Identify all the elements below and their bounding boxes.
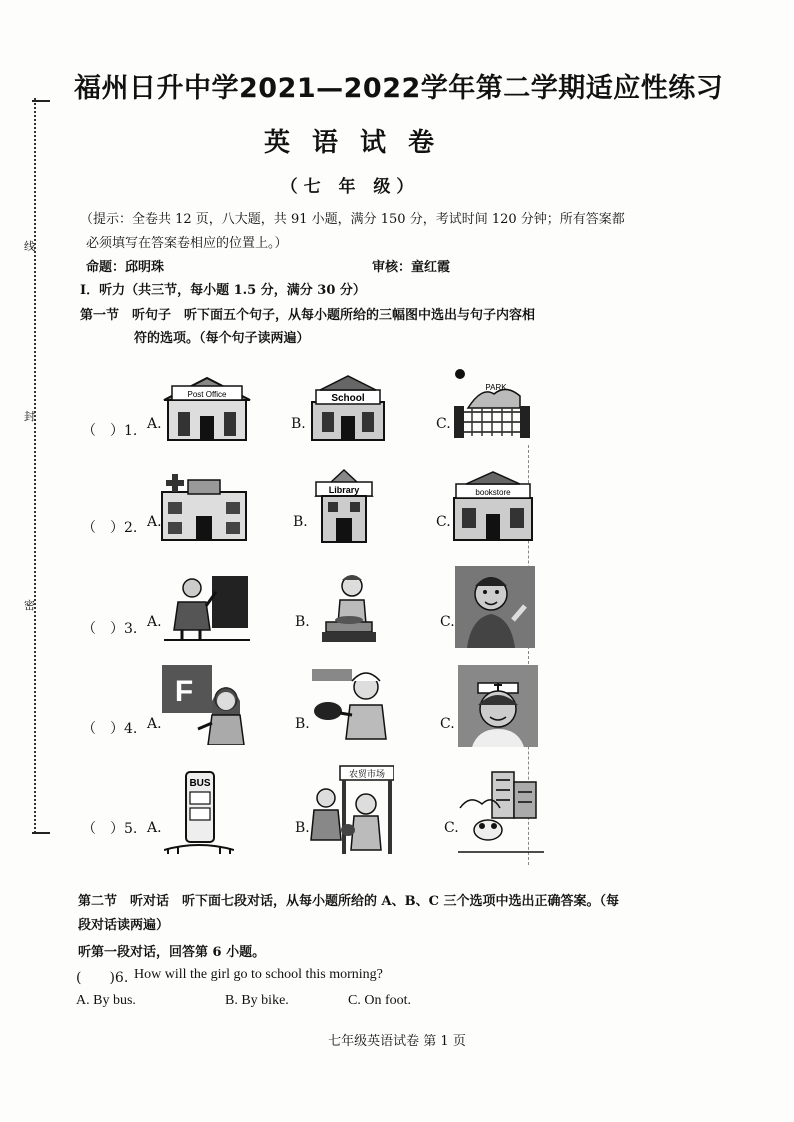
section1-heading: 第一节 听句子 听下面五个句子，从每小题所给的三幅图中选出与句子内容相 <box>80 308 536 323</box>
q6-option-c: C. On foot. <box>348 993 411 1008</box>
option-letter: B. <box>295 614 310 630</box>
option-letter: B. <box>293 514 308 530</box>
question-number: （ ）5. <box>82 821 138 837</box>
woman-teacher-icon <box>162 665 248 745</box>
school-title: 福州日升中学2021—2022学年第二学期适应性练习 <box>74 73 724 104</box>
library-icon <box>308 466 380 544</box>
page-footer: 七年级英语试卷 第 1 页 <box>328 1034 466 1049</box>
reviewer-label: 审核：童红霞 <box>372 260 451 275</box>
binding-char-line: 线 <box>24 240 35 253</box>
grade-label: （七 年 级） <box>280 177 420 197</box>
question-number: （ ）2. <box>82 520 138 536</box>
q6-number: ( )6. <box>76 970 129 986</box>
park-icon <box>448 366 538 440</box>
cooking-woman-icon <box>310 665 390 743</box>
binding-tick-bottom <box>32 832 50 834</box>
library-sign: Library <box>328 485 360 495</box>
market-sign: 农贸市场 <box>348 770 386 780</box>
section2-heading-cont: 段对话读两遍） <box>78 918 170 933</box>
bus-stop-icon <box>164 766 234 854</box>
option-letter: C. <box>436 416 451 432</box>
option-letter: A. <box>147 614 162 630</box>
man-portrait-icon <box>455 566 535 648</box>
post-office-sign: Post Office <box>187 390 227 399</box>
section2-heading: 第二节 听对话 听下面七段对话，从每小题所给的 A、B、C 三个选项中选出正确答案。（每 <box>78 894 619 909</box>
binding-dotted-line <box>34 98 36 833</box>
bus-stop-sign: BUS <box>189 778 211 789</box>
cook-icon <box>316 570 382 644</box>
question-number: （ ）4. <box>82 721 138 737</box>
option-letter: C. <box>440 716 455 732</box>
option-letter: A. <box>147 716 162 732</box>
binding-tick-top <box>32 100 50 102</box>
hospital-icon <box>158 470 250 542</box>
instructions-line2: 必须填写在答案卷相应的位置上。） <box>86 236 288 251</box>
setter-label: 命题：邱明珠 <box>86 260 165 275</box>
instructions-line1: （提示：全卷共 12 页，八大题，共 91 小题，满分 150 分，考试时间 120 分钟；所有答案都 <box>80 212 625 227</box>
dialog1-instruction: 听第一段对话，回答第 6 小题。 <box>78 945 266 960</box>
option-letter: B. <box>295 716 310 732</box>
bookstore-sign: bookstore <box>475 488 511 497</box>
option-letter: B. <box>291 416 306 432</box>
question-number: （ ）3. <box>82 621 138 637</box>
option-letter: C. <box>436 514 451 530</box>
zoo-icon <box>458 768 544 854</box>
option-letter: A. <box>147 820 162 836</box>
bookstore-icon <box>450 470 536 542</box>
q6-text: How will the girl go to school this morning? <box>134 967 383 982</box>
post-office-icon <box>162 370 252 442</box>
option-letter: C. <box>440 614 455 630</box>
school-icon <box>308 372 388 442</box>
option-letter: C. <box>444 820 459 836</box>
park-sign: PARK <box>485 383 507 392</box>
binding-char-secret: 密 <box>24 599 35 612</box>
option-letter: A. <box>147 416 162 432</box>
binding-char-seal: 封 <box>24 410 35 423</box>
option-letter: A. <box>147 514 162 530</box>
q6-option-a: A. By bus. <box>76 993 136 1008</box>
question-number: （ ）1. <box>82 423 138 439</box>
listening-title: I．听力（共三节，每小题 1.5 分，满分 30 分） <box>80 283 366 298</box>
nurse-icon <box>458 665 538 747</box>
board-letter: F <box>174 675 194 708</box>
market-icon <box>310 764 394 854</box>
subject-title: 英语试卷 <box>263 128 456 158</box>
teacher-icon <box>164 570 250 642</box>
section1-heading-cont: 符的选项。（每个句子读两遍） <box>134 331 310 346</box>
school-sign: School <box>331 393 365 404</box>
option-letter: B. <box>295 820 310 836</box>
q6-option-b: B. By bike. <box>225 993 289 1008</box>
